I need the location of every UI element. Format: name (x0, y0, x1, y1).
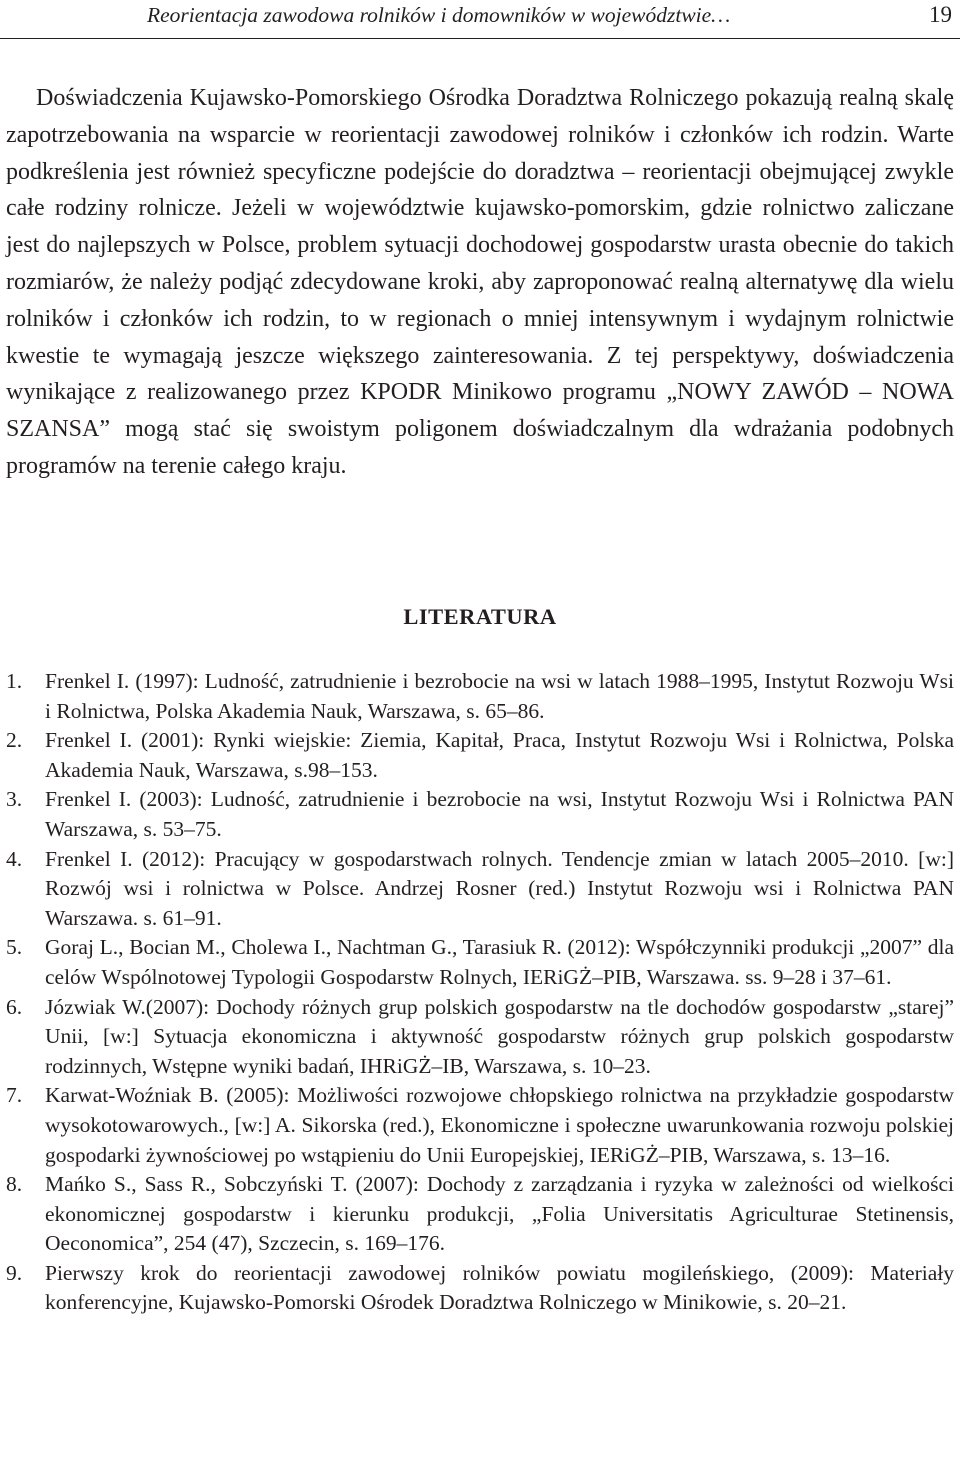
reference-item (6, 1081, 954, 1170)
reference-text: Karwat-Woźniak B. (2005): Możliwości rozwojowe chłopskiego rolnictwa na przykładzie gospodarstw wysokotowarowych., [w:] A. Sikorska (red.), Ekonomiczne i społeczne uwarunkowania rozwoju polskiej gospodarki żywnościowej po wstąpieniu do Unii Europejskiej, IERiGŻ–PIB, Warszawa, s. 13–16. (45, 1083, 954, 1167)
reference-text: Frenkel I. (1997): Ludność, zatrudnienie i bezrobocie na wsi w latach 1988–1995, Instytut Rozwoju Wsi i Rolnictwa, Polska Akademia Nauk, Warszawa, s. 65–86. (45, 669, 954, 723)
reference-list (6, 667, 954, 1318)
running-header-title: Reorientacja zawodowa rolników i domowników w województwie… (147, 3, 731, 27)
reference-number: 3. (6, 787, 23, 812)
literature-heading: LITERATURA (403, 604, 557, 629)
reference-text: Mańko S., Sass R., Sobczyński T. (2007): Dochody z zarządzania i ryzyka w zależności od wielkości ekonomicznej gospodarstw i kierunku produkcji, „Folia Universitatis Agriculturae Stetinensis, Oeconomica”, 254 (47), Szczecin, s. 169–176. (45, 1172, 954, 1256)
page-number: 19 (929, 2, 952, 27)
reference-text: Frenkel I. (2001): Rynki wiejskie: Ziemia, Kapitał, Praca, Instytut Rozwoju Wsi i Rolnictwa, Polska Akademia Nauk, Warszawa, s.98–153. (45, 728, 954, 782)
reference-number: 8. (6, 1172, 23, 1197)
reference-text: Goraj L., Bocian M., Cholewa I., Nachtman G., Tarasiuk R. (2012): Współczynniki produkcji „2007” dla celów Wspólnotowej Typologii Gospodarstw Rolnych, IERiGŻ–PIB, Warszawa. ss. 9–28 i 37–61. (45, 935, 954, 989)
reference-text: Pierwszy krok do reorientacji zawodowej rolników powiatu mogileńskiego, (2009): Materiały konferencyjne, Kujawsko-Pomorski Ośrodek Doradztwa Rolniczego w Minikowie, s. 20–21. (45, 1260, 954, 1315)
reference-number: 9. (6, 1260, 23, 1285)
reference-number: 6. (6, 994, 23, 1019)
reference-text: Frenkel I. (2012): Pracujący w gospodarstwach rolnych. Tendencje zmian w latach 2005–2010. [w:] Rozwój wsi i rolnictwa w Polsce. Andrzej Rosner (red.) Instytut Rozwoju wsi i Rolnictwa PAN Warszawa. s. 61–91. (45, 846, 954, 930)
body-paragraph: Doświadczenia Kujawsko-Pomorskiego Ośrodka Doradztwa Rolniczego pokazują realną skalę zapotrzebowania na wsparcie w reorientacji zawodowej rolników i członków ich rodzin. Warte podkreślenia jest również specyficzne podejście do doradztwa – reorientacji obejmującej zwykle całe rodziny rolnicze. Jeżeli w województwie kujawsko-pomorskim, gdzie rolnictwo zaliczane jest do najlepszych w Polsce, problem sytuacji dochodowej gospodarstw urasta obecnie do takich rozmiarów, że należy podjąć zdecydowane kroki, aby zaproponować realną alternatywę dla wielu rolników i członków ich rodzin, to w regionach o mniej intensywnym i wydajnym rolnictwie kwestie te wymagają jeszcze większego zainteresowania. Z tej perspektywy, doświadczenia wynikające z realizowanego przez KPODR Minikowo programu „NOWY ZAWÓD – NOWA SZANSA” mogą stać się swoistym poligonem doświadczalnym dla wdrażania podobnych programów na terenie całego kraju. (6, 85, 954, 479)
reference-number: 4. (6, 846, 23, 871)
reference-number: 5. (6, 935, 23, 960)
reference-number: 2. (6, 728, 23, 753)
reference-number: 1. (6, 669, 23, 693)
reference-item (6, 785, 954, 844)
reference-item (6, 1170, 954, 1259)
reference-item (6, 845, 954, 934)
reference-item (6, 667, 954, 726)
reference-item (6, 726, 954, 785)
reference-item (6, 933, 954, 992)
reference-text: Frenkel I. (2003): Ludność, zatrudnienie i bezrobocie na wsi, Instytut Rozwoju Wsi i Rolnictwa PAN Warszawa, s. 53–75. (45, 787, 954, 841)
reference-number: 7. (6, 1083, 23, 1108)
reference-item (6, 1259, 954, 1318)
running-header (0, 0, 960, 39)
reference-item (6, 993, 954, 1082)
reference-text: Józwiak W.(2007): Dochody różnych grup polskich gospodarstw na tle dochodów gospodarstw „starej” Unii, [w:] Sytuacja ekonomiczna i aktywność gospodarstw różnych grup polskich gospodarstw rodzinnych, Wstępne wyniki badań, IHRiGŻ–IB, Warszawa, s. 10–23. (45, 994, 954, 1078)
